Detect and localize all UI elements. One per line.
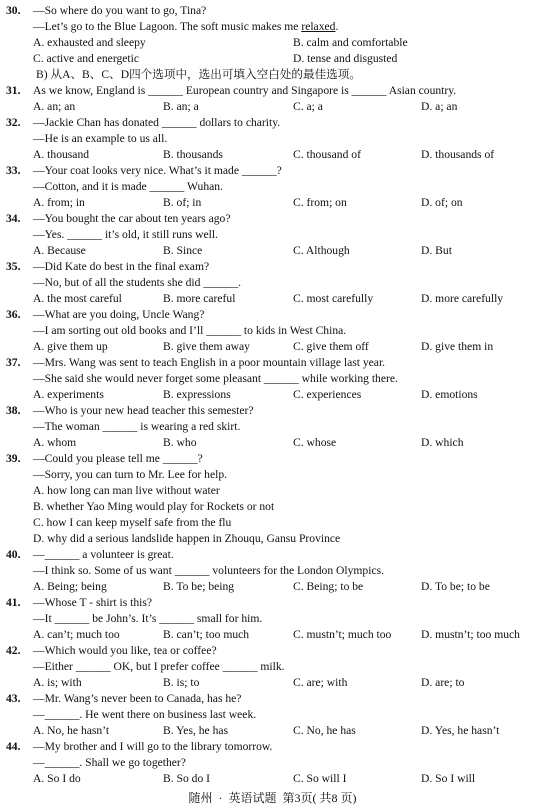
question-text: —The woman ______ is wearing a red skirt. bbox=[33, 420, 241, 433]
question-text: —Could you please tell me ______? bbox=[33, 452, 203, 465]
question-number: 32. bbox=[6, 116, 21, 129]
question-line bbox=[0, 323, 539, 339]
question-line bbox=[0, 403, 539, 419]
option-d: D. more carefully bbox=[421, 292, 504, 305]
question-text: —Either ______ OK, but I prefer coffee ______ milk. bbox=[33, 660, 285, 673]
option-a: A. Being; being bbox=[33, 580, 107, 593]
options-row bbox=[0, 195, 539, 211]
option-c: C. experiences bbox=[293, 388, 362, 401]
options-row bbox=[0, 771, 539, 787]
question-line bbox=[0, 259, 539, 275]
question-text: —Who is your new head teacher this semester? bbox=[33, 404, 254, 417]
page-footer bbox=[0, 790, 545, 806]
question-text: —______. Shall we go together? bbox=[33, 756, 186, 769]
option-c: C. are; with bbox=[293, 676, 348, 689]
question-number: 40. bbox=[6, 548, 21, 561]
option-b: B. an; a bbox=[163, 100, 199, 113]
question-text: —No, but of all the students she did ______. bbox=[33, 276, 242, 289]
question-text: —Mr. Wang’s never been to Canada, has he? bbox=[33, 692, 242, 705]
option-a: A. whom bbox=[33, 436, 77, 449]
option-c: C. whose bbox=[293, 436, 337, 449]
question-line bbox=[0, 547, 539, 563]
question-line bbox=[0, 739, 539, 755]
options-row bbox=[0, 387, 539, 403]
question-text: —What are you doing, Uncle Wang? bbox=[33, 308, 205, 321]
option-d: D. are; to bbox=[421, 676, 465, 689]
question-text: —Which would you like, tea or coffee? bbox=[33, 644, 217, 657]
question-number: 43. bbox=[6, 692, 21, 705]
option-a: A. experiments bbox=[33, 388, 104, 401]
question-line bbox=[0, 707, 539, 723]
option-c: C. So will I bbox=[293, 772, 347, 785]
option-b: B. expressions bbox=[163, 388, 231, 401]
question-number: 39. bbox=[6, 452, 21, 465]
question-text: —It ______ be John’s. It’s ______ small for him. bbox=[33, 612, 263, 625]
question-text: —Sorry, you can turn to Mr. Lee for help. bbox=[33, 468, 228, 481]
question-text: —Your coat looks very nice. What’s it made ______? bbox=[33, 164, 282, 177]
options-row bbox=[0, 99, 539, 115]
question-line bbox=[0, 179, 539, 195]
options-row bbox=[0, 723, 539, 739]
option-d: D. a; an bbox=[421, 100, 458, 113]
question-text: —I am sorting out old books and I’ll ______ to kids in West China. bbox=[33, 324, 347, 337]
section-b-instructions bbox=[0, 67, 539, 83]
question-line bbox=[0, 131, 539, 147]
option-c: C. active and energetic bbox=[33, 52, 140, 65]
option-d: D. Yes, he hasn’t bbox=[421, 724, 500, 737]
option-row bbox=[0, 499, 539, 515]
option-a: A. exhausted and sleepy bbox=[33, 36, 146, 49]
question-number: 33. bbox=[6, 164, 21, 177]
option-b: B. more careful bbox=[163, 292, 236, 305]
question-text: —Whose T - shirt is this? bbox=[33, 596, 153, 609]
question-line bbox=[0, 275, 539, 291]
question-text: —Mrs. Wang was sent to teach English in a poor mountain village last year. bbox=[33, 356, 386, 369]
underlined-word: relaxed bbox=[301, 20, 336, 33]
options-row bbox=[0, 291, 539, 307]
question-line bbox=[0, 595, 539, 611]
option-c: C. give them off bbox=[293, 340, 369, 353]
options-row bbox=[0, 579, 539, 595]
option-a: A. how long can man live without water bbox=[33, 484, 220, 497]
question-text: —So where do you want to go, Tina? bbox=[33, 4, 207, 17]
section-heading: B) 从A、B、C、D四个选项中，选出可填入空白处的最佳选项。 bbox=[36, 68, 361, 81]
option-a: A. from; in bbox=[33, 196, 85, 209]
question-text: —Cotton, and it is made ______ Wuhan. bbox=[33, 180, 223, 193]
question-line bbox=[0, 419, 539, 435]
question-line bbox=[0, 307, 539, 323]
option-b: B. of; in bbox=[163, 196, 202, 209]
option-c: C. from; on bbox=[293, 196, 347, 209]
option-b: B. Since bbox=[163, 244, 203, 257]
question-text: —Did Kate do best in the final exam? bbox=[33, 260, 210, 273]
option-b: B. can’t; too much bbox=[163, 628, 250, 641]
question-text: —She said she would never forget some pleasant ______ while working there. bbox=[33, 372, 398, 385]
question-line bbox=[0, 467, 539, 483]
question-line bbox=[0, 211, 539, 227]
question-text: —He is an example to us all. bbox=[33, 132, 168, 145]
option-a: A. Because bbox=[33, 244, 86, 257]
question-text: —Yes. ______ it’s old, it still runs well. bbox=[33, 228, 218, 241]
option-a: A. the most careful bbox=[33, 292, 122, 305]
option-b: B. whether Yao Ming would play for Rockets or not bbox=[33, 500, 275, 513]
options-row bbox=[0, 243, 539, 259]
option-b: B. So do I bbox=[163, 772, 211, 785]
question-line bbox=[0, 643, 539, 659]
question-number: 41. bbox=[6, 596, 21, 609]
question-number: 37. bbox=[6, 356, 21, 369]
option-d: D. of; on bbox=[421, 196, 463, 209]
question-line bbox=[0, 691, 539, 707]
option-d: D. tense and disgusted bbox=[293, 52, 398, 65]
question-number: 34. bbox=[6, 212, 21, 225]
option-c: C. Although bbox=[293, 244, 350, 257]
question-text: —Jackie Chan has donated ______ dollars to charity. bbox=[33, 116, 281, 129]
question-number: 36. bbox=[6, 308, 21, 321]
question-list bbox=[0, 83, 539, 787]
options-row bbox=[0, 147, 539, 163]
option-row bbox=[0, 515, 539, 531]
question-text: —You bought the car about ten years ago? bbox=[33, 212, 231, 225]
option-b: B. thousands bbox=[163, 148, 223, 161]
question-30-options-1 bbox=[0, 35, 539, 51]
footer-subject: 英语试题 bbox=[228, 791, 277, 805]
question-line bbox=[0, 163, 539, 179]
question-number: 31. bbox=[6, 84, 21, 97]
question-number: 44. bbox=[6, 740, 21, 753]
question-number: 42. bbox=[6, 644, 21, 657]
question-text: —I think so. Some of us want ______ volunteers for the London Olympics. bbox=[33, 564, 384, 577]
option-c: C. No, he has bbox=[293, 724, 356, 737]
question-line bbox=[0, 611, 539, 627]
option-d: D. emotions bbox=[421, 388, 478, 401]
option-c: C. a; a bbox=[293, 100, 323, 113]
question-number: 35. bbox=[6, 260, 21, 273]
option-b: B. Yes, he has bbox=[163, 724, 229, 737]
option-d: D. thousands of bbox=[421, 148, 495, 161]
question-line bbox=[0, 227, 539, 243]
option-a: A. is; with bbox=[33, 676, 82, 689]
question-line bbox=[0, 755, 539, 771]
option-d: D. why did a serious landslide happen in Zhouqu, Gansu Province bbox=[33, 532, 341, 545]
question-text-end: . bbox=[335, 20, 339, 33]
option-d: D. To be; to be bbox=[421, 580, 490, 593]
option-b: B. give them away bbox=[163, 340, 250, 353]
question-line bbox=[0, 659, 539, 675]
options-row bbox=[0, 627, 539, 643]
footer-city: 随州 bbox=[188, 791, 213, 805]
question-line bbox=[0, 355, 539, 371]
option-b: B. is; to bbox=[163, 676, 200, 689]
options-row bbox=[0, 675, 539, 691]
option-c: C. most carefully bbox=[293, 292, 374, 305]
question-line bbox=[0, 115, 539, 131]
footer-separator: · bbox=[218, 791, 223, 805]
options-row bbox=[0, 435, 539, 451]
option-d: D. mustn’t; too much bbox=[421, 628, 520, 641]
question-text: —Let’s go to the Blue Lagoon. The soft music makes me bbox=[33, 20, 302, 33]
question-30-line-1 bbox=[0, 3, 539, 19]
option-d: D. But bbox=[421, 244, 452, 257]
option-d: D. which bbox=[421, 436, 464, 449]
option-row bbox=[0, 531, 539, 547]
question-30-options-2 bbox=[0, 51, 539, 67]
option-c: C. thousand of bbox=[293, 148, 361, 161]
option-row bbox=[0, 483, 539, 499]
option-a: A. can’t; much too bbox=[33, 628, 120, 641]
option-b: B. who bbox=[163, 436, 197, 449]
footer-page-number: 第3页( 共8 页) bbox=[282, 791, 357, 805]
question-line bbox=[0, 563, 539, 579]
option-a: A. No, he hasn’t bbox=[33, 724, 110, 737]
option-a: A. thousand bbox=[33, 148, 90, 161]
option-a: A. give them up bbox=[33, 340, 108, 353]
question-line bbox=[0, 451, 539, 467]
option-d: D. So I will bbox=[421, 772, 476, 785]
option-c: C. how I can keep myself safe from the flu bbox=[33, 516, 232, 529]
question-text: —______ a volunteer is great. bbox=[33, 548, 174, 561]
option-c: C. mustn’t; much too bbox=[293, 628, 392, 641]
option-b: B. To be; being bbox=[163, 580, 235, 593]
question-text: —My brother and I will go to the library tomorrow. bbox=[33, 740, 273, 753]
option-d: D. give them in bbox=[421, 340, 494, 353]
question-line bbox=[0, 371, 539, 387]
option-c: C. Being; to be bbox=[293, 580, 364, 593]
options-row bbox=[0, 339, 539, 355]
option-a: A. So I do bbox=[33, 772, 81, 785]
option-b: B. calm and comfortable bbox=[293, 36, 408, 49]
question-line bbox=[0, 83, 539, 99]
question-text: —______. He went there on business last week. bbox=[33, 708, 257, 721]
question-30-line-2 bbox=[0, 19, 539, 35]
option-a: A. an; an bbox=[33, 100, 76, 113]
question-text: As we know, England is ______ European country and Singapore is ______ Asian country. bbox=[33, 84, 457, 97]
question-number: 38. bbox=[6, 404, 21, 417]
question-number: 30. bbox=[6, 4, 21, 17]
